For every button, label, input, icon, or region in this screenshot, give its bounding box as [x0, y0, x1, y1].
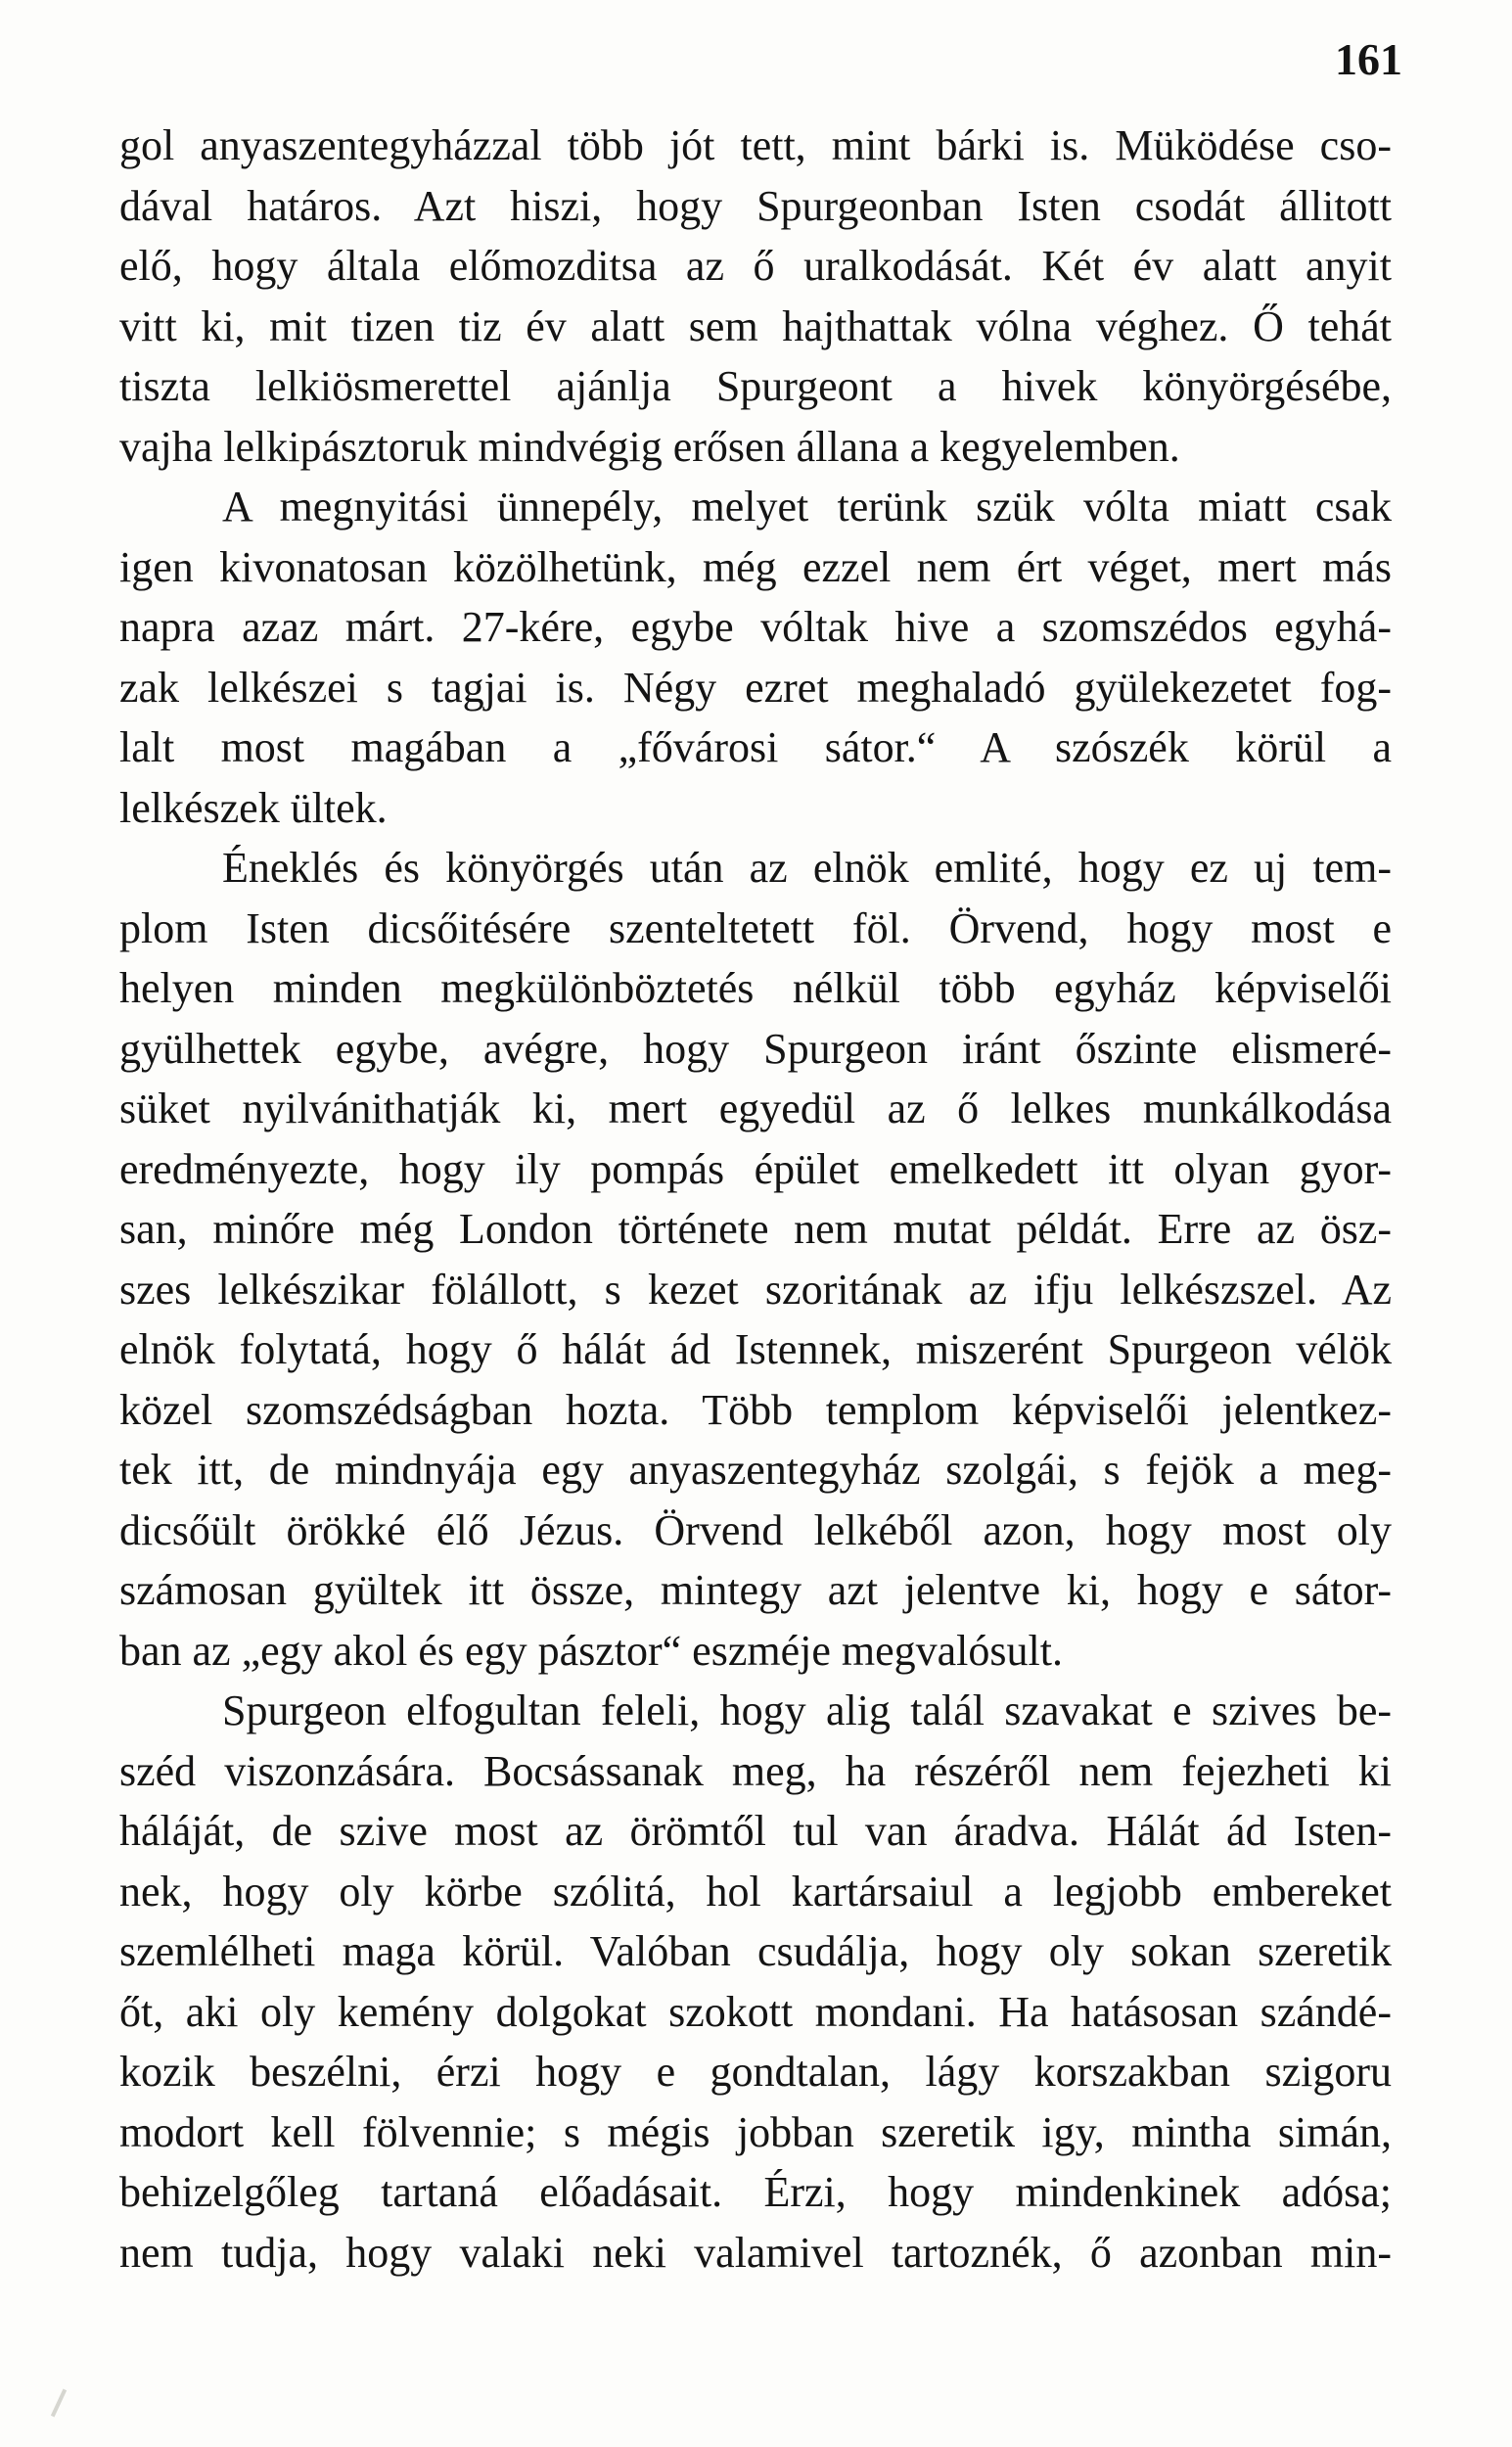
- text-line: tiszta lelkiösmerettel ajánlja Spurgeont a hivek könyörgésébe,: [119, 362, 1392, 410]
- text-line: nek, hogy oly körbe szólitá, hol kartársaiul a legjobb embereket: [119, 1867, 1392, 1916]
- text-line: lalt most magában a „fővárosi sátor.“ A szószék körül a: [119, 723, 1392, 771]
- text-line: zak lelkészei s tagjai is. Négy ezret meghaladó gyülekezetet fog-: [119, 663, 1392, 712]
- text-line: süket nyilvánithatják ki, mert egyedül az ő lelkes munkálkodása: [119, 1085, 1392, 1132]
- text-line: napra azaz márt. 27-kére, egybe vóltak hive a szomszédos egyhá-: [119, 603, 1392, 651]
- text-line: háláját, de szive most az örömtől tul van áradva. Hálát ád Isten-: [119, 1807, 1392, 1855]
- text-line: helyen minden megkülönböztetés nélkül több egyház képviselői: [119, 964, 1392, 1012]
- text-line: elnök folytatá, hogy ő hálát ád Istennek, miszerént Spurgeon vélök: [119, 1325, 1392, 1373]
- text-line: san, minőre még London története nem mutat példát. Erre az ösz-: [119, 1205, 1392, 1253]
- text-line: széd viszonzására. Bocsássanak meg, ha részéről nem fejezheti ki: [119, 1746, 1392, 1795]
- text-line: eredményezte, hogy ily pompás épület emelkedett itt olyan gyor-: [119, 1144, 1392, 1193]
- text-line: dicsőült örökké élő Jézus. Örvend lelkéből azon, hogy most oly: [119, 1505, 1392, 1554]
- text-line: kozik beszélni, érzi hogy e gondtalan, lágy korszakban szigoru: [119, 2048, 1392, 2096]
- text-line: Éneklés és könyörgés után az elnök emlité, hogy ez uj tem-: [222, 844, 1392, 892]
- text-line: dával határos. Azt hiszi, hogy Spurgeonban Isten csodát állitott: [119, 181, 1392, 230]
- text-line: őt, aki oly kemény dolgokat szokott mondani. Ha hatásosan szándé-: [119, 1987, 1392, 2036]
- text-line: vajha lelkipásztoruk mindvégig erősen állana a kegyelemben.: [119, 422, 1180, 471]
- text-line: elő, hogy általa előmozditsa az ő uralkodását. Két év alatt anyit: [119, 242, 1392, 290]
- text-line: nem tudja, hogy valaki neki valamivel tartoznék, ő azonban min-: [119, 2228, 1392, 2277]
- text-line: Spurgeon elfogultan feleli, hogy alig talál szavakat e szives be-: [222, 1686, 1392, 1734]
- text-line: közel szomszédságban hozta. Több templom képviselői jelentkez-: [119, 1385, 1392, 1434]
- text-line: szes lelkészikar fölállott, s kezet szoritának az ifju lelkészszel. Az: [119, 1265, 1392, 1314]
- text-line: igen kivonatosan közölhetünk, még ezzel nem ért véget, mert más: [119, 542, 1392, 591]
- text-line: vitt ki, mit tizen tiz év alatt sem hajthattak vólna véghez. Ő tehát: [119, 301, 1392, 350]
- text-line: ban az „egy akol és egy pásztor“ eszméje megvalósult.: [119, 1626, 1063, 1675]
- text-line: gol anyaszentegyházzal több jót tett, mint bárki is. Müködése cso-: [119, 121, 1392, 169]
- text-line: számosan gyültek itt össze, mintegy azt jelentve ki, hogy e sátor-: [119, 1566, 1392, 1614]
- text-line: lelkészek ültek.: [119, 783, 388, 832]
- body-text: [119, 115, 1392, 2283]
- page-number: 161: [1335, 34, 1402, 84]
- text-line: gyülhettek egybe, avégre, hogy Spurgeon iránt őszinte elismeré-: [119, 1024, 1392, 1073]
- text-line: tek itt, de mindnyája egy anyaszentegyház szolgái, s fejök a meg-: [119, 1446, 1392, 1494]
- text-line: szemlélheti maga körül. Valóban csudálja, hogy oly sokan szeretik: [119, 1927, 1392, 1975]
- text-line: modort kell fölvennie; s mégis jobban szeretik igy, mintha simán,: [119, 2107, 1392, 2156]
- text-line: A megnyitási ünnepély, melyet terünk szük vólta miatt csak: [222, 483, 1392, 531]
- paper-blemish: [51, 2389, 67, 2418]
- text-line: behizelgőleg tartaná előadásait. Érzi, hogy mindenkinek adósa;: [119, 2168, 1392, 2216]
- text-line: plom Isten dicsőitésére szenteltetett föl. Örvend, hogy most e: [119, 903, 1392, 952]
